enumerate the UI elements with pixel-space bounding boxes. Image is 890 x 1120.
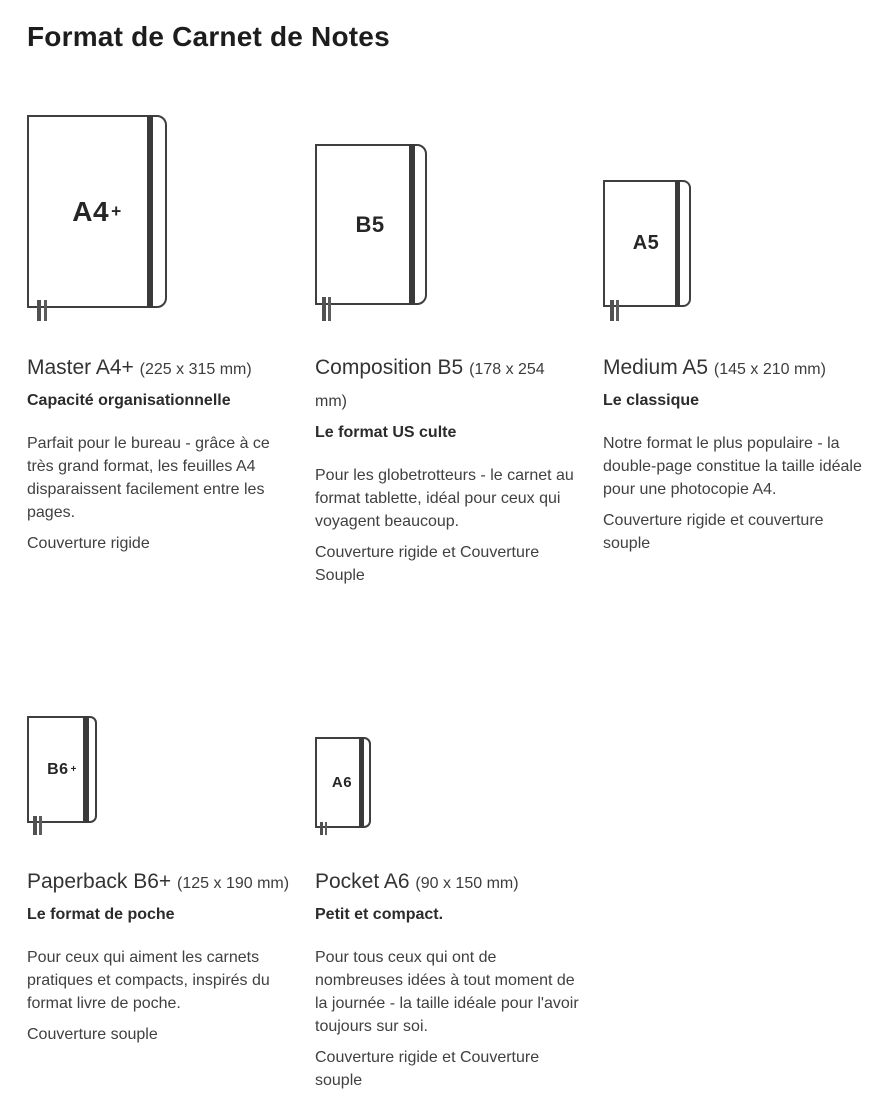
format-name: Medium A5 [603,356,709,379]
format-label-text: A4 [72,195,110,227]
format-description: Parfait pour le bureau - grâce à ce très grand format, les feuilles A4 disparaissent facilement entre les pages. [27,435,270,521]
notebook-format-label [317,739,369,826]
format-subtitle: Le classique [603,392,700,409]
format-name: Master A4+ [27,356,134,379]
format-title [315,867,579,899]
notebook-illustration-area [27,113,291,323]
notebook-illustration-area [27,717,291,837]
format-name: Composition B5 [315,356,464,379]
notebook-format-label [29,117,165,306]
page-title: Format de Carnet de Notes [27,21,390,52]
bookmark-ribbon [39,816,42,835]
bookmark-ribbon [322,297,326,321]
format-label-text: A6 [331,774,353,791]
cover-options: Couverture rigide [27,535,150,552]
notebook-format-label [317,146,425,303]
format-label-plus: + [111,201,122,221]
format-subtitle: Petit et compact. [315,906,444,923]
bookmark-ribbon [328,297,331,321]
cover-options: Couverture rigide et Couverture souple [315,1049,540,1089]
format-subtitle: Le format US culte [315,424,457,441]
notebook-illustration-a5 [603,180,691,307]
bookmark-ribbon [44,300,47,321]
format-dimensions: (90 x 150 mm) [415,875,519,892]
notebook-illustration-b6plus [27,716,97,823]
format-card-paperback-b6plus [27,717,291,1092]
format-subtitle: Capacité organisationnelle [27,392,231,409]
format-name: Paperback B6+ [27,870,172,893]
notebook-illustration-a4plus [27,115,167,308]
format-name: Pocket A6 [315,870,410,893]
notebook-cover [315,737,371,828]
format-dimensions: (178 x 254 mm) [315,361,545,410]
notebook-illustration-area [315,113,579,323]
notebook-illustration-b5 [315,144,427,305]
bookmark-ribbon [325,822,327,835]
bookmark-ribbon [33,816,37,835]
notebook-cover [315,144,427,305]
notebook-cover [603,180,691,307]
format-card-composition-b5 [315,113,579,587]
format-card-master-a4plus [27,113,291,587]
notebook-illustration-area [603,113,867,323]
format-description: Notre format le plus populaire - la double-page constitue la taille idéale pour une photocopie A4. [603,435,862,498]
notebook-illustration-a6 [315,737,371,828]
notebook-cover [27,716,97,823]
bookmark-ribbon [616,300,619,321]
bookmark-ribbon [610,300,614,321]
format-label-text: A5 [632,232,660,254]
format-cards-grid [27,113,867,1092]
cover-options: Couverture rigide et couverture souple [603,512,824,552]
cover-options: Couverture rigide et Couverture Souple [315,544,540,584]
notebook-format-label [605,182,689,305]
format-card-pocket-a6 [315,717,579,1092]
format-dimensions: (145 x 210 mm) [713,361,826,378]
format-description: Pour les globetrotteurs - le carnet au format tablette, idéal pour ceux qui voyagent beaucoup. [315,467,574,530]
format-title [27,867,291,899]
notebook-format-label [29,718,95,821]
format-card-medium-a5 [603,113,867,587]
format-title [603,353,867,385]
format-description: Pour ceux qui aiment les carnets pratiques et compacts, inspirés du format livre de poche. [27,949,270,1012]
format-dimensions: (225 x 315 mm) [139,361,252,378]
format-label-plus: + [70,764,77,775]
format-label-text: B6 [47,760,69,778]
notebook-illustration-area [315,717,579,837]
format-description: Pour tous ceux qui ont de nombreuses idées à tout moment de la journée - la taille idéale pour l'avoir toujours sur soi. [315,949,579,1035]
notebook-cover [27,115,167,308]
format-title [27,353,291,385]
format-subtitle: Le format de poche [27,906,175,923]
bookmark-ribbon [320,822,323,835]
format-label-text: B5 [355,211,385,237]
bookmark-ribbon [37,300,41,321]
format-title [315,353,579,417]
format-dimensions: (125 x 190 mm) [177,875,290,892]
cover-options: Couverture souple [27,1026,158,1043]
